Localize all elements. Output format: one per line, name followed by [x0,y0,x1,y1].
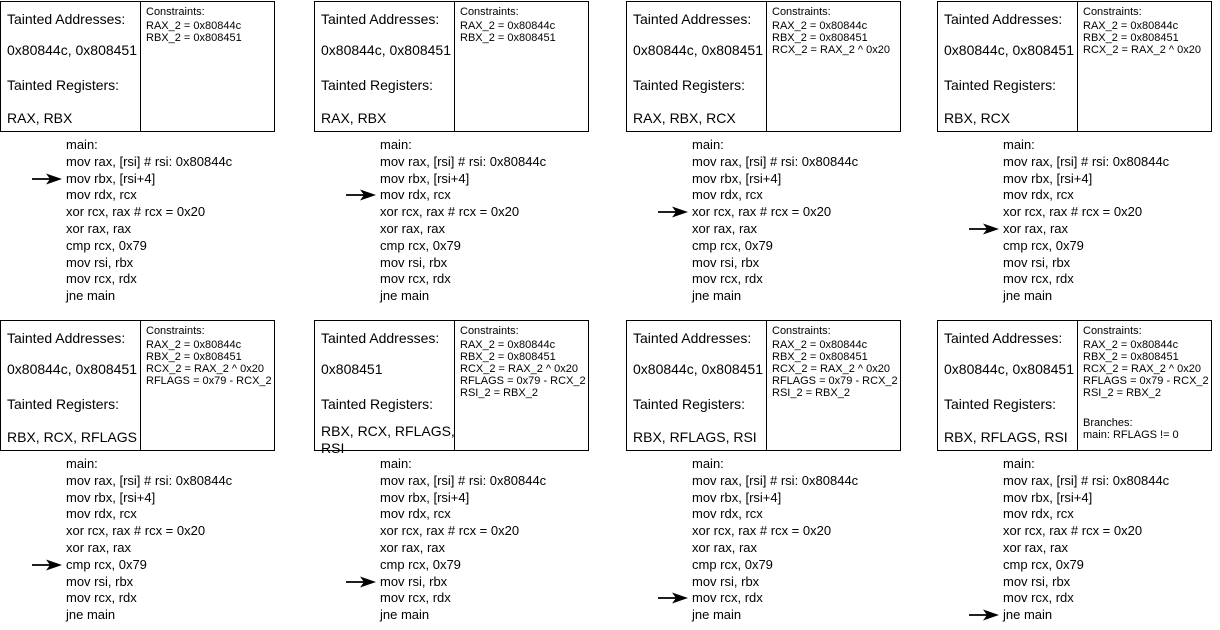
step-panel [314,1,604,311]
code-line: jne main [66,607,116,623]
tainted-registers-value: RAX, RBX [321,110,387,126]
code-line: mov rbx, [rsi+4] [380,489,470,505]
tainted-registers-value: RBX, RFLAGS, RSI [633,429,757,445]
constraint-item: RCX_2 = RAX_2 ^ 0x20 [772,363,890,375]
code-line: mov rcx, rdx [1003,271,1074,287]
tainted-addresses-value: 0x80844c, 0x808451 [633,361,763,377]
code-line: cmp rcx, 0x79 [66,237,147,253]
code-listing [1003,456,1169,624]
code-line: mov rax, [rsi] # rsi: 0x80844c [380,153,547,169]
tainted-addresses-label: Tainted Addresses: [321,11,440,27]
constraints-label: Constraints: [146,325,205,337]
constraints-label: Constraints: [1083,325,1142,337]
code-line: mov rdx, rcx [1003,187,1074,203]
code-line: mov rbx, [rsi+4] [692,489,782,505]
constraint-item: RFLAGS = 0x79 - RCX_2 [146,375,272,387]
code-line: cmp rcx, 0x79 [1003,237,1084,253]
tainted-registers-value: RAX, RBX [7,110,73,126]
constraints-label: Constraints: [772,6,831,18]
code-line: mov rax, [rsi] # rsi: 0x80844c [1003,472,1170,488]
code-listing [380,137,546,305]
tainted-registers-label: Tainted Registers: [7,77,120,93]
constraint-item: RBX_2 = 0x808451 [146,32,242,44]
code-line: mov rdx, rcx [692,187,763,203]
code-line: jne main [1003,288,1053,304]
code-line: xor rcx, rax # rcx = 0x20 [380,204,520,220]
branches-label: Branches: [1083,417,1133,429]
constraint-item: RAX_2 = 0x80844c [772,339,868,351]
code-line: xor rax, rax [692,220,758,236]
constraints-list [460,20,556,44]
code-line: mov rsi, rbx [692,573,760,589]
taint-state-box [0,1,141,132]
tainted-registers-label: Tainted Registers: [321,396,434,412]
constraint-item: RBX_2 = 0x808451 [772,351,868,363]
constraints-box [1078,1,1212,132]
code-line: cmp rcx, 0x79 [380,556,461,572]
code-line: cmp rcx, 0x79 [66,557,232,574]
code-line: xor rcx, rax # rcx = 0x20 [380,523,520,539]
constraint-item: RAX_2 = 0x80844c [460,339,556,351]
constraints-label: Constraints: [460,6,519,18]
code-listing [66,137,232,305]
code-line: xor rax, rax [1003,221,1169,238]
tainted-addresses-value: 0x808451 [321,361,383,377]
constraint-item: RBX_2 = 0x808451 [1083,32,1179,44]
constraints-label: Constraints: [146,6,205,18]
code-line: main: [66,456,98,471]
code-line: main: [692,137,724,152]
step-panel [314,320,604,630]
code-line: xor rax, rax [66,220,132,236]
tainted-addresses-label: Tainted Addresses: [944,330,1063,346]
code-line: xor rax, rax [380,539,446,555]
code-line: mov rcx, rdx [1003,590,1074,606]
code-line: jne main [692,288,742,304]
code-line: jne main [1003,607,1169,624]
constraints-list [772,339,898,399]
step-panel [626,320,916,630]
constraint-item: RFLAGS = 0x79 - RCX_2 [1083,375,1209,387]
code-line: xor rcx, rax # rcx = 0x20 [692,523,832,539]
code-listing [1003,137,1169,305]
tainted-registers-value: RBX, RCX [944,110,1011,126]
tainted-addresses-label: Tainted Addresses: [7,330,126,346]
code-line: mov rcx, rdx [692,271,763,287]
constraint-item: RFLAGS = 0x79 - RCX_2 [460,375,586,387]
tainted-registers-value: RAX, RBX, RCX [633,110,736,126]
code-line: mov rcx, rdx [380,271,451,287]
code-line: mov rsi, rbx [692,254,760,270]
constraint-item: RAX_2 = 0x80844c [1083,20,1179,32]
constraints-label: Constraints: [772,325,831,337]
tainted-addresses-label: Tainted Addresses: [633,11,752,27]
branches-list [1083,429,1179,441]
step-panel [0,1,290,311]
code-line: mov rcx, rdx [66,271,137,287]
tainted-addresses-value: 0x80844c, 0x808451 [321,42,451,58]
code-line: xor rax, rax [1003,539,1069,555]
code-line: mov rsi, rbx [1003,573,1071,589]
arrow-right-icon [658,592,688,604]
constraint-item: RAX_2 = 0x80844c [772,20,868,32]
code-line: mov rcx, rdx [692,590,858,607]
tainted-registers-label: Tainted Registers: [633,77,746,93]
constraints-label: Constraints: [460,325,519,337]
constraints-list [146,339,272,387]
constraint-item: RBX_2 = 0x808451 [1083,351,1179,363]
code-line: mov rbx, [rsi+4] [380,170,470,186]
tainted-addresses-label: Tainted Addresses: [321,330,440,346]
code-line: xor rcx, rax # rcx = 0x20 [692,204,858,221]
code-line: main: [380,137,412,152]
code-line: xor rcx, rax # rcx = 0x20 [1003,523,1143,539]
step-panel [0,320,290,630]
code-line: mov rax, [rsi] # rsi: 0x80844c [692,472,859,488]
arrow-right-icon [32,173,62,185]
constraint-item: RAX_2 = 0x80844c [146,339,242,351]
tainted-addresses-value: 0x80844c, 0x808451 [633,42,763,58]
taint-state-box [626,1,767,132]
code-line: mov rsi, rbx [66,254,134,270]
constraint-item: RCX_2 = RAX_2 ^ 0x20 [146,363,264,375]
code-line: mov rcx, rdx [66,590,137,606]
code-line: jne main [380,607,430,623]
step-panel [937,320,1220,630]
constraints-list [1083,339,1209,399]
code-line: main: [1003,456,1035,471]
branch-item: main: RFLAGS != 0 [1083,429,1179,441]
code-line: mov rbx, [rsi+4] [692,170,782,186]
tainted-registers-value: RSI [321,440,345,456]
code-line: mov rdx, rcx [66,187,137,203]
code-line: jne main [380,288,430,304]
code-line: cmp rcx, 0x79 [692,237,773,253]
constraints-label: Constraints: [1083,6,1142,18]
tainted-addresses-label: Tainted Addresses: [944,11,1063,27]
constraint-item: RAX_2 = 0x80844c [460,20,556,32]
code-line: mov rax, [rsi] # rsi: 0x80844c [1003,153,1170,169]
tainted-registers-value: RBX, RCX, RFLAGS, [321,423,455,439]
code-line: mov rcx, rdx [380,590,451,606]
constraints-box [1078,320,1212,451]
constraints-box [767,1,901,132]
constraints-list [1083,20,1201,56]
tainted-addresses-label: Tainted Addresses: [633,330,752,346]
code-line: xor rcx, rax # rcx = 0x20 [66,523,206,539]
code-line: mov rsi, rbx [380,254,448,270]
taint-state-box [937,320,1078,451]
code-listing [66,456,232,624]
code-line: xor rcx, rax # rcx = 0x20 [1003,204,1143,220]
constraints-box [455,320,589,451]
code-line: mov rdx, rcx [66,506,137,522]
code-line: main: [692,456,724,471]
constraint-item: RBX_2 = 0x808451 [460,351,556,363]
code-line: mov rdx, rcx [1003,506,1074,522]
arrow-right-icon [346,576,376,588]
tainted-registers-label: Tainted Registers: [944,77,1057,93]
code-line: mov rdx, rcx [692,506,763,522]
constraints-list [772,20,890,56]
taint-state-box [314,320,455,456]
constraints-box [141,320,275,451]
constraint-item: RBX_2 = 0x808451 [460,32,556,44]
code-listing [380,456,546,624]
constraint-item: RCX_2 = RAX_2 ^ 0x20 [460,363,578,375]
code-line: cmp rcx, 0x79 [1003,556,1084,572]
code-line: mov rsi, rbx [1003,254,1071,270]
constraint-item: RSI_2 = RBX_2 [460,387,538,399]
code-line: mov rbx, [rsi+4] [66,489,156,505]
code-line: mov rsi, rbx [66,573,134,589]
constraint-item: RAX_2 = 0x80844c [1083,339,1179,351]
code-line: xor rax, rax [380,220,446,236]
constraint-item: RCX_2 = RAX_2 ^ 0x20 [1083,44,1201,56]
tainted-registers-label: Tainted Registers: [7,396,120,412]
tainted-addresses-value: 0x80844c, 0x808451 [7,361,137,377]
constraints-box [141,1,275,132]
code-listing [692,137,858,305]
code-line: xor rax, rax [66,539,132,555]
code-line: cmp rcx, 0x79 [692,556,773,572]
constraint-item: RSI_2 = RBX_2 [772,387,850,399]
constraints-box [455,1,589,132]
taint-state-box [937,1,1078,132]
code-line: main: [1003,137,1035,152]
code-line: jne main [66,288,116,304]
code-line: mov rbx, [rsi+4] [1003,489,1093,505]
code-line: mov rbx, [rsi+4] [1003,170,1093,186]
arrow-right-icon [658,206,688,218]
arrow-right-icon [346,189,376,201]
taint-state-box [626,320,767,451]
code-line: jne main [692,607,742,623]
tainted-registers-label: Tainted Registers: [944,396,1057,412]
tainted-registers-label: Tainted Registers: [321,77,434,93]
constraints-list [460,339,586,399]
code-listing [692,456,858,624]
code-line: mov rdx, rcx [380,187,546,204]
code-line: mov rax, [rsi] # rsi: 0x80844c [380,472,547,488]
code-line: main: [380,456,412,471]
tainted-addresses-label: Tainted Addresses: [7,11,126,27]
constraint-item: RAX_2 = 0x80844c [146,20,242,32]
code-line: mov rax, [rsi] # rsi: 0x80844c [66,153,233,169]
constraint-item: RBX_2 = 0x808451 [772,32,868,44]
constraints-box [767,320,901,451]
code-line: mov rax, [rsi] # rsi: 0x80844c [66,472,233,488]
tainted-registers-label: Tainted Registers: [633,396,746,412]
code-line: mov rdx, rcx [380,506,451,522]
code-line: main: [66,137,98,152]
tainted-registers-value: RBX, RCX, RFLAGS [7,429,137,445]
constraint-item: RBX_2 = 0x808451 [146,351,242,363]
tainted-addresses-value: 0x80844c, 0x808451 [944,42,1074,58]
code-line: xor rax, rax [692,539,758,555]
tainted-addresses-value: 0x80844c, 0x808451 [944,361,1074,377]
tainted-addresses-value: 0x80844c, 0x808451 [7,42,137,58]
code-line: mov rsi, rbx [380,574,546,591]
constraint-item: RCX_2 = RAX_2 ^ 0x20 [772,44,890,56]
constraint-item: RSI_2 = RBX_2 [1083,387,1161,399]
arrow-right-icon [32,559,62,571]
code-line: cmp rcx, 0x79 [380,237,461,253]
code-line: xor rcx, rax # rcx = 0x20 [66,204,206,220]
taint-state-box [0,320,141,451]
arrow-right-icon [969,609,999,621]
taint-state-box [314,1,455,132]
constraints-list [146,20,242,44]
step-panel [937,1,1220,311]
step-panel [626,1,916,311]
code-line: mov rbx, [rsi+4] [66,171,232,188]
constraint-item: RCX_2 = RAX_2 ^ 0x20 [1083,363,1201,375]
tainted-registers-value: RBX, RFLAGS, RSI [944,429,1068,445]
constraint-item: RFLAGS = 0x79 - RCX_2 [772,375,898,387]
code-line: mov rax, [rsi] # rsi: 0x80844c [692,153,859,169]
arrow-right-icon [969,223,999,235]
